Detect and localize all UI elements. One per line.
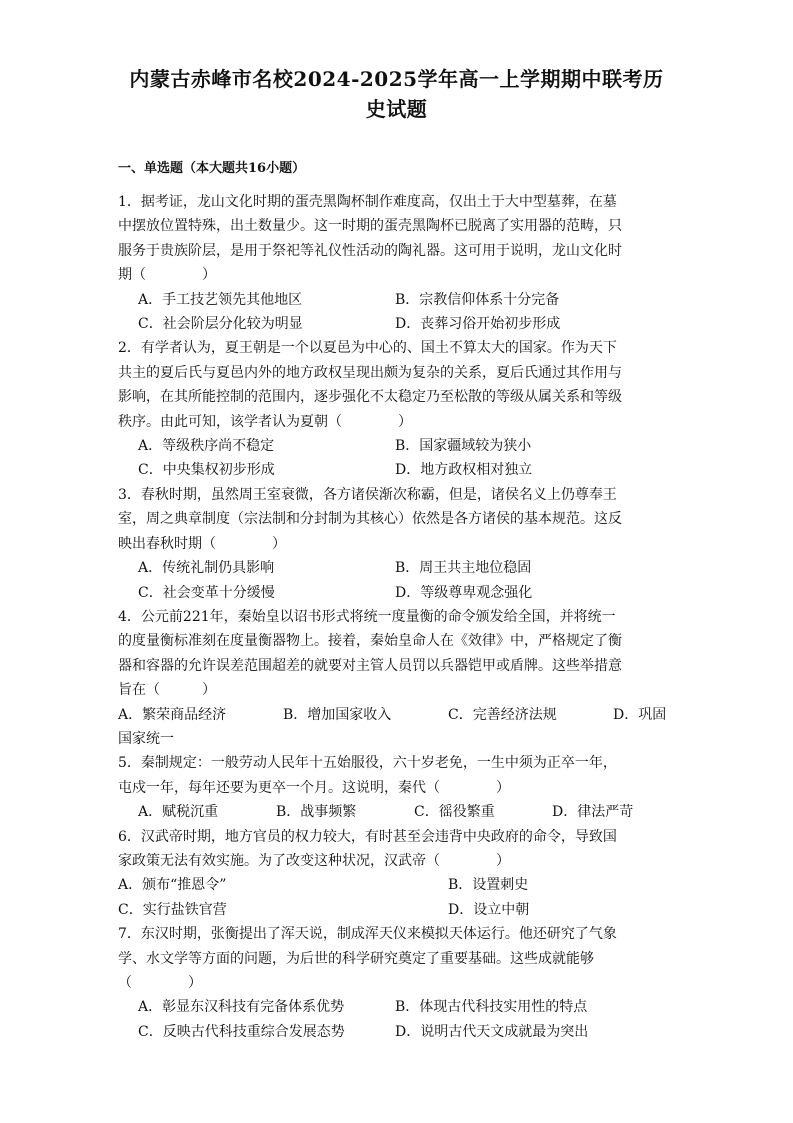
question-stem-line: 屯戍一年，每年还要为更卒一个月。这说明，秦代（ ）	[118, 779, 510, 796]
question-stem-line: 器和容器的允许误差范围超差的就要对主管人员罚以兵器铠甲或盾牌。这些举措意	[118, 657, 622, 674]
option-b[interactable]: B．增加国家收入	[283, 706, 392, 723]
question-stem-line: 服务于贵族阶层，是用于祭祀等礼仪性活动的陶礼器。这可用于说明，龙山文化时	[118, 242, 622, 259]
option-d[interactable]: D．巩固	[613, 706, 667, 723]
option-a[interactable]: A．传统礼制仍具影响	[138, 560, 275, 577]
option-d[interactable]: D．设立中朝	[448, 901, 530, 918]
question-stem-line: 1．据考证，龙山文化时期的蛋壳黑陶杯制作难度高，仅出土于大中型墓葬，在墓	[118, 194, 617, 210]
option-a[interactable]: A．赋税沉重	[138, 804, 219, 821]
option-d[interactable]: D．律法严苛	[552, 804, 634, 821]
option-c[interactable]: C．中央集权初步形成	[138, 462, 275, 479]
question-3	[118, 483, 678, 605]
question-stem-line: 共主的夏后氏与夏邑内外的地方政权呈现出颇为复杂的关系，夏后氏通过其作用与	[118, 364, 622, 381]
question-stem-line: 影响，在其所能控制的范围内，逐步强化不太稳定乃至松散的等级从属关系和等级	[118, 389, 622, 406]
option-d-continuation: 国家统一	[118, 730, 174, 747]
question-stem-line: 6．汉武帝时期，地方官员的权力较大，有时甚至会违背中央政府的命令，导致国	[118, 828, 617, 845]
question-stem-line: 家政策无法有效实施。为了改变这种状况，汉武帝（ ）	[118, 852, 510, 869]
options-grid	[118, 434, 678, 483]
question-stem-line: 2．有学者认为，夏王朝是一个以夏邑为中心的、国土不算太大的国家。作为天下	[118, 340, 617, 357]
option-c[interactable]: C．徭役繁重	[414, 804, 495, 821]
option-c[interactable]: C．完善经济法规	[448, 706, 557, 723]
option-b[interactable]: B．国家疆域较为狭小	[395, 438, 532, 455]
options-grid	[118, 288, 678, 337]
option-a[interactable]: A．手工技艺领先其他地区	[138, 291, 303, 308]
options-grid	[118, 800, 678, 824]
question-stem-line: 学、水文学等方面的问题，为后世的科学研究奠定了重要基础。这些成就能够	[118, 950, 594, 967]
option-a[interactable]: A．繁荣商品经济	[118, 706, 227, 723]
question-stem-line: （ ）	[118, 975, 202, 991]
section-heading: 一、单选题（本大题共16小题）	[118, 161, 306, 176]
option-c[interactable]: C．反映古代科技重综合发展态势	[138, 1023, 345, 1040]
question-4	[118, 605, 678, 751]
option-b[interactable]: B．设置刺史	[448, 877, 529, 894]
option-d[interactable]: D．等级尊卑观念强化	[395, 584, 533, 601]
question-stem-line: 秩序。由此可知，该学者认为夏朝（ ）	[118, 413, 412, 430]
option-a[interactable]: A．颁布“推恩令”	[118, 877, 227, 894]
option-b[interactable]: B．宗教信仰体系十分完备	[395, 291, 560, 308]
question-stem-line: 4．公元前221年，秦始皇以诏书形式将统一度量衡的命令颁发给全国，并将统一	[118, 608, 616, 625]
question-stem-line: 期（ ）	[118, 267, 216, 284]
title-line-1: 内蒙古赤峰市名校2024-2025学年高一上学期期中联考历	[129, 67, 664, 91]
question-stem-line: 室，周之典章制度（宗法制和分封制为其核心）依然是各方诸侯的基本规范。这反	[118, 511, 622, 528]
question-list	[118, 190, 678, 1044]
option-b[interactable]: B．体现古代科技实用性的特点	[395, 999, 588, 1016]
option-d[interactable]: D．丧葬习俗开始初步形成	[395, 316, 561, 333]
question-6	[118, 825, 678, 923]
option-d[interactable]: D．地方政权相对独立	[395, 462, 533, 479]
question-stem-line: 中摆放位置特殊，出土数量少。这一时期的蛋壳黑陶杯已脱离了实用器的范畴，只	[118, 218, 622, 235]
question-stem-line: 3．春秋时期，虽然周王室衰微，各方诸侯渐次称霸，但是，诸侯名义上仍尊奉王	[118, 486, 617, 503]
question-stem-line: 5．秦制规定：一般劳动人民年十五始服役，六十岁老免，一生中须为正卒一年，	[118, 755, 617, 772]
option-b[interactable]: B．战事频繁	[276, 804, 357, 821]
question-1	[118, 190, 678, 336]
options-grid	[118, 703, 678, 727]
options-grid	[118, 556, 678, 605]
option-c[interactable]: C．实行盐铁官营	[118, 901, 227, 918]
question-stem-line: 旨在（ ）	[118, 682, 216, 699]
options-grid	[118, 873, 678, 922]
option-a[interactable]: A．彰显东汉科技有完备体系优势	[138, 999, 345, 1016]
options-grid	[118, 995, 678, 1044]
page-title	[100, 64, 693, 124]
question-stem-line: 的度量衡标准刻在度量衡器物上。接着，秦始皇命人在《效律》中，严格规定了衡	[118, 633, 622, 650]
option-c[interactable]: C．社会阶层分化较为明显	[138, 316, 303, 333]
question-stem-line: 映出春秋时期（ ）	[118, 535, 286, 552]
question-2	[118, 336, 678, 482]
option-a[interactable]: A．等级秩序尚不稳定	[138, 438, 275, 455]
question-5	[118, 751, 678, 824]
question-stem-line: 7．东汉时期，张衡提出了浑天说，制成浑天仪来模拟天体运行。他还研究了气象	[118, 926, 617, 943]
option-d[interactable]: D．说明古代天文成就最为突出	[395, 1023, 589, 1040]
question-7	[118, 922, 678, 1044]
title-line-2: 史试题	[365, 97, 428, 121]
option-b[interactable]: B．周王共主地位稳固	[395, 560, 532, 577]
option-c[interactable]: C．社会变革十分缓慢	[138, 584, 275, 601]
